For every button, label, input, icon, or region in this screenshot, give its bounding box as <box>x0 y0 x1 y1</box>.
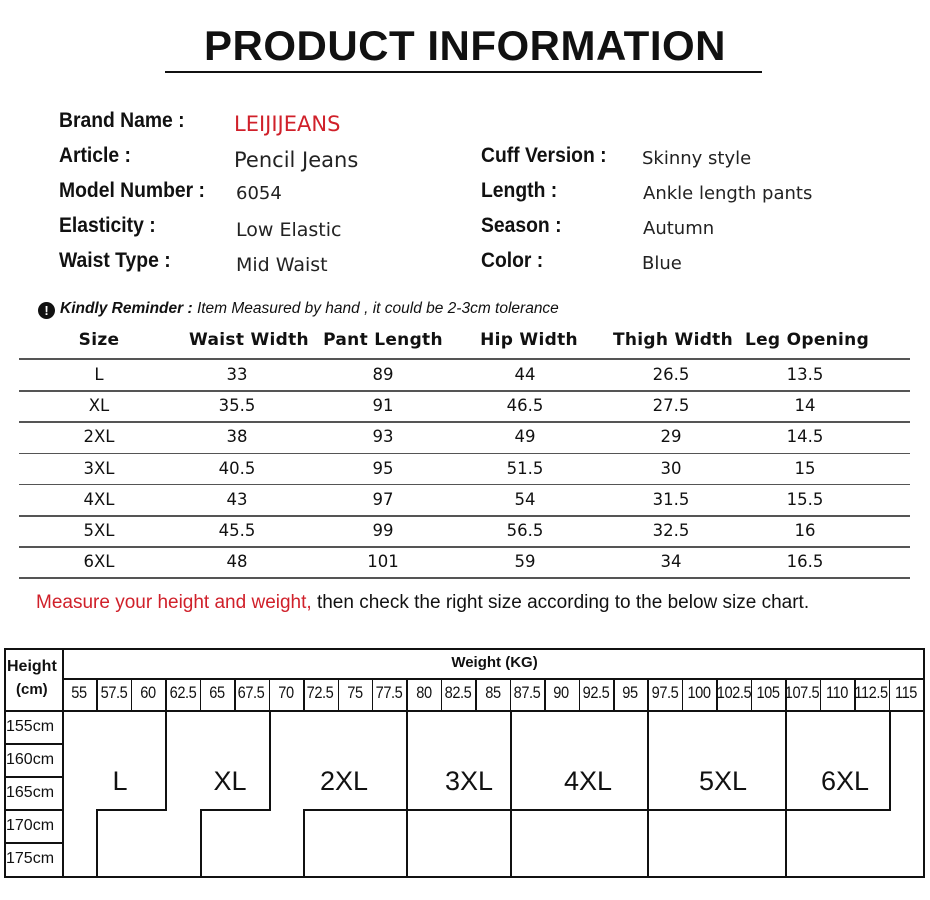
measure-instruction-highlight: Measure your height and weight, <box>36 592 312 613</box>
weight-value: 87.5 <box>513 683 541 702</box>
weight-value: 92.5 <box>582 683 610 702</box>
grid-line <box>303 678 305 710</box>
height-value: 170cm <box>6 817 55 834</box>
cell-thigh-width: 32.5 <box>652 521 690 540</box>
grid-line <box>269 678 271 710</box>
height-value: 165cm <box>6 784 55 801</box>
color-value: Blue <box>642 253 682 274</box>
height-value: 175cm <box>6 850 55 867</box>
cell-size: 2XL <box>83 427 115 447</box>
grid-line <box>200 678 202 710</box>
cell-leg-opening: 15 <box>794 458 816 478</box>
header-waist-width: Waist Width <box>189 330 309 350</box>
cell-pant-length: 91 <box>372 396 394 416</box>
cell-pant-length: 99 <box>372 521 394 540</box>
grid-line <box>647 678 649 710</box>
cell-leg-opening: 15.5 <box>786 489 824 509</box>
season-label: Season : <box>481 214 562 237</box>
size-table-row <box>19 484 910 515</box>
page-title: PRODUCT INFORMATION <box>203 22 726 69</box>
tolerance-reminder <box>38 300 559 319</box>
weight-value: 107.5 <box>785 683 820 702</box>
cell-waist-width: 33 <box>226 365 248 384</box>
measure-instruction-text: then check the right size according to the below size chart. <box>311 592 810 613</box>
reminder-label: Kindly Reminder : <box>60 300 193 317</box>
elasticity-value: Low Elastic <box>236 219 342 241</box>
weight-value: 82.5 <box>444 683 472 702</box>
cell-leg-opening: 16.5 <box>786 552 824 572</box>
length-value: Ankle length pants <box>643 183 813 204</box>
grid-line <box>338 678 340 710</box>
cell-thigh-width: 27.5 <box>652 396 690 416</box>
title-underline <box>165 71 762 73</box>
size-region-border <box>510 710 512 809</box>
waist-type-value: Mid Waist <box>236 254 328 276</box>
grid-line <box>510 678 512 710</box>
weight-value: 100 <box>687 683 711 702</box>
cell-leg-opening: 14.5 <box>786 427 824 447</box>
size-region-border <box>785 809 787 878</box>
cell-thigh-width: 29 <box>660 427 682 447</box>
grid-line <box>4 776 62 778</box>
size-region-label: 3XL <box>444 766 494 796</box>
weight-value: 70 <box>278 683 294 702</box>
chart-border <box>923 648 925 878</box>
size-region-label: 6XL <box>820 766 870 796</box>
weight-value: 65 <box>209 683 225 702</box>
weight-value: 55 <box>71 683 87 702</box>
model-value: 6054 <box>236 183 282 204</box>
grid-line <box>96 678 98 710</box>
weight-value: 105 <box>756 683 780 702</box>
weight-value: 102.5 <box>716 683 751 702</box>
weight-value: 57.5 <box>100 683 128 702</box>
size-region-label: L <box>112 766 128 796</box>
weight-value: 110 <box>825 683 848 702</box>
cell-pant-length: 97 <box>372 489 394 509</box>
cell-waist-width: 43 <box>226 489 248 509</box>
height-value: 155cm <box>6 718 55 735</box>
model-label: Model Number : <box>59 179 205 202</box>
grid-line <box>62 678 925 680</box>
size-region-border <box>96 809 98 878</box>
cell-hip-width: 54 <box>514 489 536 509</box>
cell-hip-width: 56.5 <box>506 521 544 540</box>
grid-line <box>544 678 546 710</box>
grid-line <box>131 678 133 710</box>
cell-waist-width: 35.5 <box>218 396 256 416</box>
cell-size: 3XL <box>83 458 115 478</box>
size-region-border <box>406 710 408 809</box>
cell-size: 6XL <box>83 552 115 572</box>
table-divider <box>19 577 910 579</box>
grid-line <box>165 678 167 710</box>
cell-leg-opening: 13.5 <box>786 365 824 384</box>
grid-line <box>475 678 477 710</box>
cell-leg-opening: 16 <box>794 521 816 540</box>
cell-hip-width: 59 <box>514 552 536 572</box>
weight-header: Weight (KG) <box>451 654 538 671</box>
size-region-border <box>647 710 649 809</box>
grid-line <box>682 678 684 710</box>
size-region-border <box>647 809 649 878</box>
cell-thigh-width: 31.5 <box>652 489 690 509</box>
brand-label: Brand Name : <box>59 109 185 132</box>
cell-hip-width: 46.5 <box>506 396 544 416</box>
size-region-border <box>165 710 167 809</box>
size-region-border <box>96 809 167 811</box>
grid-line <box>4 842 62 844</box>
header-thigh-width: Thigh Width <box>613 330 733 350</box>
size-region-border <box>510 809 650 811</box>
grid-line <box>4 743 62 745</box>
weight-value: 75 <box>347 683 363 702</box>
cell-hip-width: 51.5 <box>506 458 544 478</box>
cell-waist-width: 38 <box>226 427 248 447</box>
grid-line <box>889 678 891 710</box>
cell-size: L <box>94 365 104 384</box>
cell-pant-length: 101 <box>367 552 399 572</box>
size-table-row <box>19 421 910 452</box>
reminder-text: Item Measured by hand , it could be 2-3cm tolerance <box>192 300 559 317</box>
cell-pant-length: 95 <box>372 458 394 478</box>
cell-hip-width: 49 <box>514 427 536 447</box>
grid-line <box>234 678 236 710</box>
warning-icon: ! <box>38 302 55 319</box>
length-label: Length : <box>481 179 558 202</box>
cell-waist-width: 48 <box>226 552 248 572</box>
waist-type-label: Waist Type : <box>59 249 171 272</box>
height-weight-size-chart <box>4 648 925 878</box>
height-header: Height <box>7 658 57 675</box>
size-region-border <box>200 809 271 811</box>
cell-size: 4XL <box>83 489 115 509</box>
cell-hip-width: 44 <box>514 365 536 384</box>
grid-line <box>613 678 615 710</box>
grid-line <box>441 678 443 710</box>
cell-waist-width: 45.5 <box>218 521 256 540</box>
cell-pant-length: 89 <box>372 365 394 384</box>
chart-border <box>62 648 64 878</box>
size-table-header <box>19 326 910 358</box>
size-table-row <box>19 453 910 484</box>
measure-instruction <box>36 592 809 614</box>
size-region-label: 5XL <box>698 766 748 796</box>
size-region-label: 4XL <box>563 766 613 796</box>
cell-leg-opening: 14 <box>794 396 816 416</box>
weight-value: 60 <box>140 683 156 702</box>
weight-value: 115 <box>894 683 917 702</box>
weight-value: 85 <box>484 683 501 702</box>
size-region-border <box>406 809 408 878</box>
header-leg-opening: Leg Opening <box>744 330 870 350</box>
cell-thigh-width: 26.5 <box>652 365 690 384</box>
weight-value: 97.5 <box>651 683 679 702</box>
size-region-border <box>303 809 408 811</box>
size-region-border <box>785 710 787 809</box>
header-size: Size <box>78 330 120 350</box>
cell-thigh-width: 34 <box>660 552 682 572</box>
cuff-value: Skinny style <box>642 148 752 169</box>
size-region-label: XL <box>213 766 247 796</box>
size-region-border <box>200 809 202 878</box>
weight-value: 90 <box>553 683 570 702</box>
season-value: Autumn <box>643 218 715 239</box>
size-table-row <box>19 546 910 577</box>
weight-value: 95 <box>622 683 638 702</box>
grid-line <box>4 809 62 811</box>
grid-line <box>406 678 408 710</box>
weight-value: 72.5 <box>306 683 334 702</box>
weight-value: 112.5 <box>854 683 889 702</box>
size-region-border <box>406 809 511 811</box>
cell-size: 5XL <box>83 521 115 540</box>
chart-border <box>4 648 925 650</box>
size-region-border <box>303 809 305 878</box>
weight-value: 80 <box>415 683 432 702</box>
cell-pant-length: 93 <box>372 427 394 447</box>
cell-size: XL <box>88 396 110 416</box>
size-region-border <box>269 710 271 809</box>
cuff-label: Cuff Version : <box>481 144 607 167</box>
size-table-row <box>19 515 910 546</box>
weight-value: 67.5 <box>238 683 265 702</box>
elasticity-label: Elasticity : <box>59 214 156 237</box>
height-value: 160cm <box>6 751 55 768</box>
weight-value: 77.5 <box>375 683 403 702</box>
brand-value: LEIJIJEANS <box>234 112 341 136</box>
grid-line <box>372 678 374 710</box>
grid-line <box>820 678 822 710</box>
height-unit: (cm) <box>16 681 48 698</box>
size-region-border <box>647 809 787 811</box>
grid-line <box>579 678 581 710</box>
size-region-label: 2XL <box>319 766 369 796</box>
color-label: Color : <box>481 249 544 272</box>
cell-thigh-width: 30 <box>660 458 682 478</box>
article-value: Pencil Jeans <box>234 148 359 172</box>
size-table-row <box>19 390 910 421</box>
header-hip-width: Hip Width <box>480 330 578 350</box>
size-table-row <box>19 359 910 390</box>
size-region-border <box>785 809 890 811</box>
header-pant-length: Pant Length <box>323 330 443 350</box>
article-label: Article : <box>59 144 131 167</box>
size-region-border <box>889 710 891 809</box>
weight-value: 62.5 <box>169 683 196 702</box>
size-region-border <box>510 809 512 878</box>
cell-waist-width: 40.5 <box>218 458 256 478</box>
